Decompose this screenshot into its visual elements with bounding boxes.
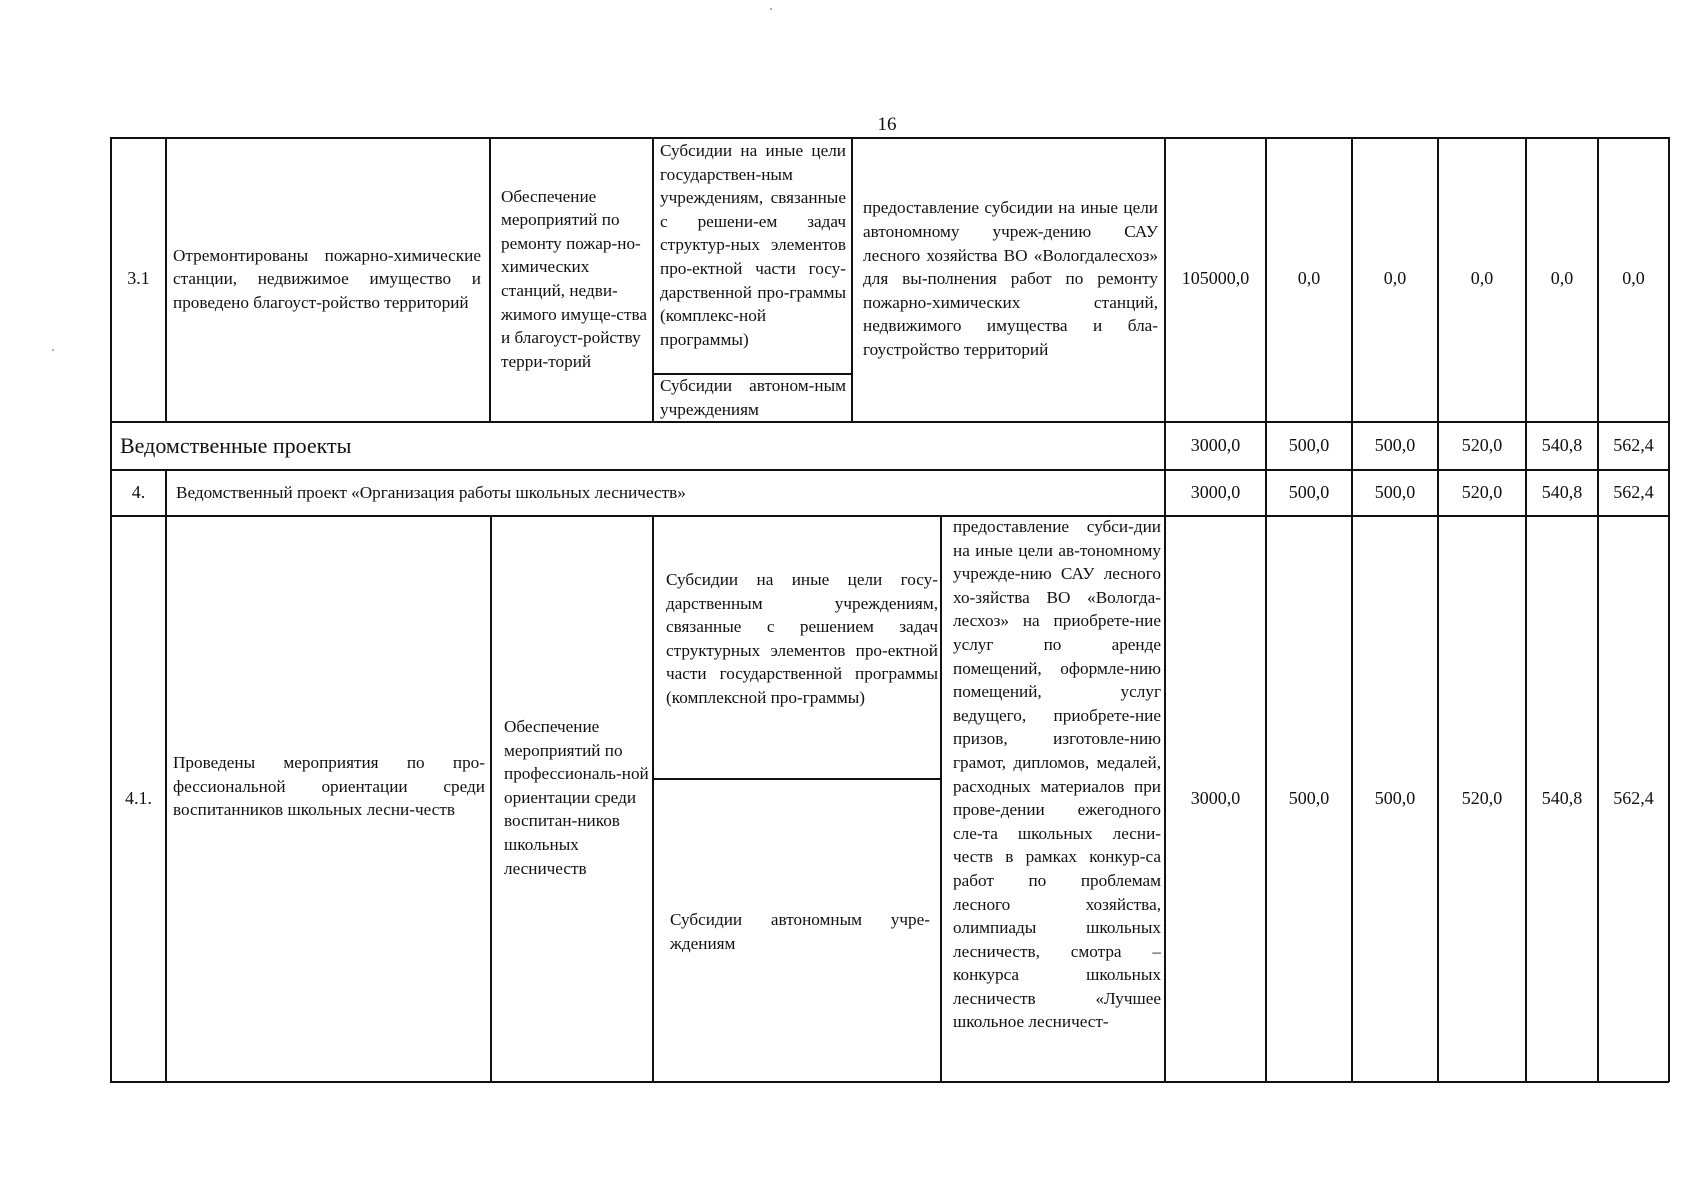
column-divider (652, 515, 654, 1082)
task-text: Обеспечение мероприятий по профессиональ-ной ориентации среди воспитан-ников школьных лесничеств (504, 717, 649, 878)
scan-speck (52, 349, 54, 351)
value-text: 500,0 (1288, 481, 1330, 502)
value-text: 500,0 (1374, 481, 1416, 502)
result-text: Проведены мероприятия по про-фессиональной ориентации среди воспитанников школьных лесни-честв (173, 753, 485, 820)
value-text: 105000,0 (1181, 268, 1250, 289)
row-number (112, 516, 165, 1081)
value-cell (1439, 470, 1525, 515)
value-cell (1599, 470, 1668, 515)
value-text: 500,0 (1374, 787, 1416, 808)
task-cell (504, 715, 650, 880)
value-text: 0,0 (1550, 268, 1574, 289)
value-cell (1599, 422, 1668, 469)
subsidy-type-cell (660, 374, 846, 421)
description-cell (863, 137, 1158, 421)
section-title: Ведомственные проекты (120, 432, 352, 458)
value-text: 540,8 (1541, 787, 1583, 808)
value-cell (1267, 422, 1351, 469)
value-cell (1267, 516, 1351, 1081)
subsidy-type-cell (670, 908, 930, 955)
value-cell (1353, 516, 1437, 1081)
value-cell (1267, 137, 1351, 421)
page-number: 16 (877, 114, 897, 135)
column-divider (490, 515, 492, 1082)
value-cell (1439, 422, 1525, 469)
value-cell (1166, 470, 1265, 515)
value-cell (1166, 137, 1265, 421)
project-title-cell (176, 470, 1161, 515)
section-title-cell (120, 422, 1160, 469)
value-cell (1527, 422, 1597, 469)
value-text: 3000,0 (1190, 434, 1241, 455)
table-border-bottom (110, 1081, 1669, 1083)
value-cell (1527, 470, 1597, 515)
description-text: предоставление субси-дии на иные цели ав-тономному учрежде-нию САУ лесного хо-зяйства ВО «Вологда-лесхоз» на приобрете-ние услуг по аренде помещений, оформле-нию помещений, услуг ведущего, приобрете-ние призов, изготовле-нию грамот, дипломов, медалей, расходных материалов при прове-дении ежегодного сле-та школьных лесни-честв в рамках конкур-са работ по проблемам лесного хозяйства, олимпиады школьных лесничеств, смотра – конкурса школьных лесничеств «Лучшее школьное лесничест- (953, 517, 1161, 1032)
value-text: 540,8 (1541, 481, 1583, 502)
task-cell (501, 137, 648, 421)
column-divider (489, 137, 491, 422)
subsidy-type-cell (666, 568, 938, 710)
column-divider (652, 137, 654, 422)
value-cell (1599, 137, 1668, 421)
value-text: 562,4 (1613, 434, 1654, 455)
row-number-text: 3.1 (127, 268, 150, 289)
value-cell (1353, 422, 1437, 469)
row-number (112, 137, 165, 421)
value-text: 500,0 (1374, 434, 1416, 455)
project-title: Ведомственный проект «Организация работы школьных лесничеств» (176, 482, 686, 502)
value-cell (1353, 137, 1437, 421)
column-divider (165, 137, 167, 422)
value-cell (1439, 516, 1525, 1081)
table-rule (652, 778, 941, 780)
description-cell (953, 515, 1161, 1081)
result-text: Отремонтированы пожарно-химические станции, недвижимое имущество и проведено благоуст-ройство территорий (173, 245, 481, 312)
column-divider (165, 515, 167, 1082)
value-cell (1166, 516, 1265, 1081)
value-text: 562,4 (1613, 481, 1654, 502)
result-cell (173, 137, 481, 421)
value-text: 3000,0 (1190, 787, 1241, 808)
scan-speck (770, 8, 772, 10)
value-cell (1267, 470, 1351, 515)
task-text: Обеспечение мероприятий по ремонту пожар-но-химических станций, недви-жимого имуще-ства и благоуст-ройству терри-торий (501, 186, 647, 371)
value-text: 520,0 (1461, 481, 1503, 502)
value-text: 562,4 (1613, 787, 1654, 808)
value-text: 500,0 (1288, 434, 1330, 455)
table-border-right (1668, 137, 1670, 1082)
value-text: 0,0 (1383, 268, 1407, 289)
row-number-text: 4. (131, 481, 146, 502)
result-cell (173, 751, 485, 822)
subsidy-type-text: Субсидии автономным учре-ждениям (670, 910, 930, 953)
value-cell (1599, 516, 1668, 1081)
value-cell (1353, 470, 1437, 515)
subsidy-type-cell (660, 139, 846, 351)
subsidy-type-text: Субсидии на иные цели государствен-ным учреждениям, связанные с решени-ем задач структур-ных элементов про-ектной части госу-дарственной про-граммы (комплекс-ной программы) (660, 141, 846, 349)
value-text: 3000,0 (1190, 481, 1241, 502)
column-divider (851, 137, 853, 422)
value-text: 520,0 (1461, 787, 1503, 808)
column-divider (940, 515, 942, 1082)
value-text: 0,0 (1622, 268, 1645, 289)
value-text: 0,0 (1297, 268, 1321, 289)
description-text: предоставление субсидии на иные цели автономному учреж-дению САУ лесного хозяйства ВО «Вологдалесхоз» для вы-полнения работ по ремонту пожарно-химических станций, недвижимого имущества и бла-гоустройство территорий (863, 198, 1158, 359)
subsidy-type-text: Субсидии автоном-ным учреждениям (660, 376, 846, 419)
value-text: 520,0 (1461, 434, 1503, 455)
value-cell (1527, 137, 1597, 421)
value-cell (1166, 422, 1265, 469)
value-cell (1439, 137, 1525, 421)
value-text: 540,8 (1541, 434, 1583, 455)
column-divider (165, 469, 167, 516)
value-text: 500,0 (1288, 787, 1330, 808)
value-text: 0,0 (1470, 268, 1494, 289)
row-number (112, 470, 165, 515)
row-number-text: 4.1. (125, 787, 152, 808)
value-cell (1527, 516, 1597, 1081)
subsidy-type-text: Субсидии на иные цели госу-дарственным учреждениям, связанные с решением задач структурных элементов про-ектной части государственной программы (комплексной про-граммы) (666, 570, 938, 707)
